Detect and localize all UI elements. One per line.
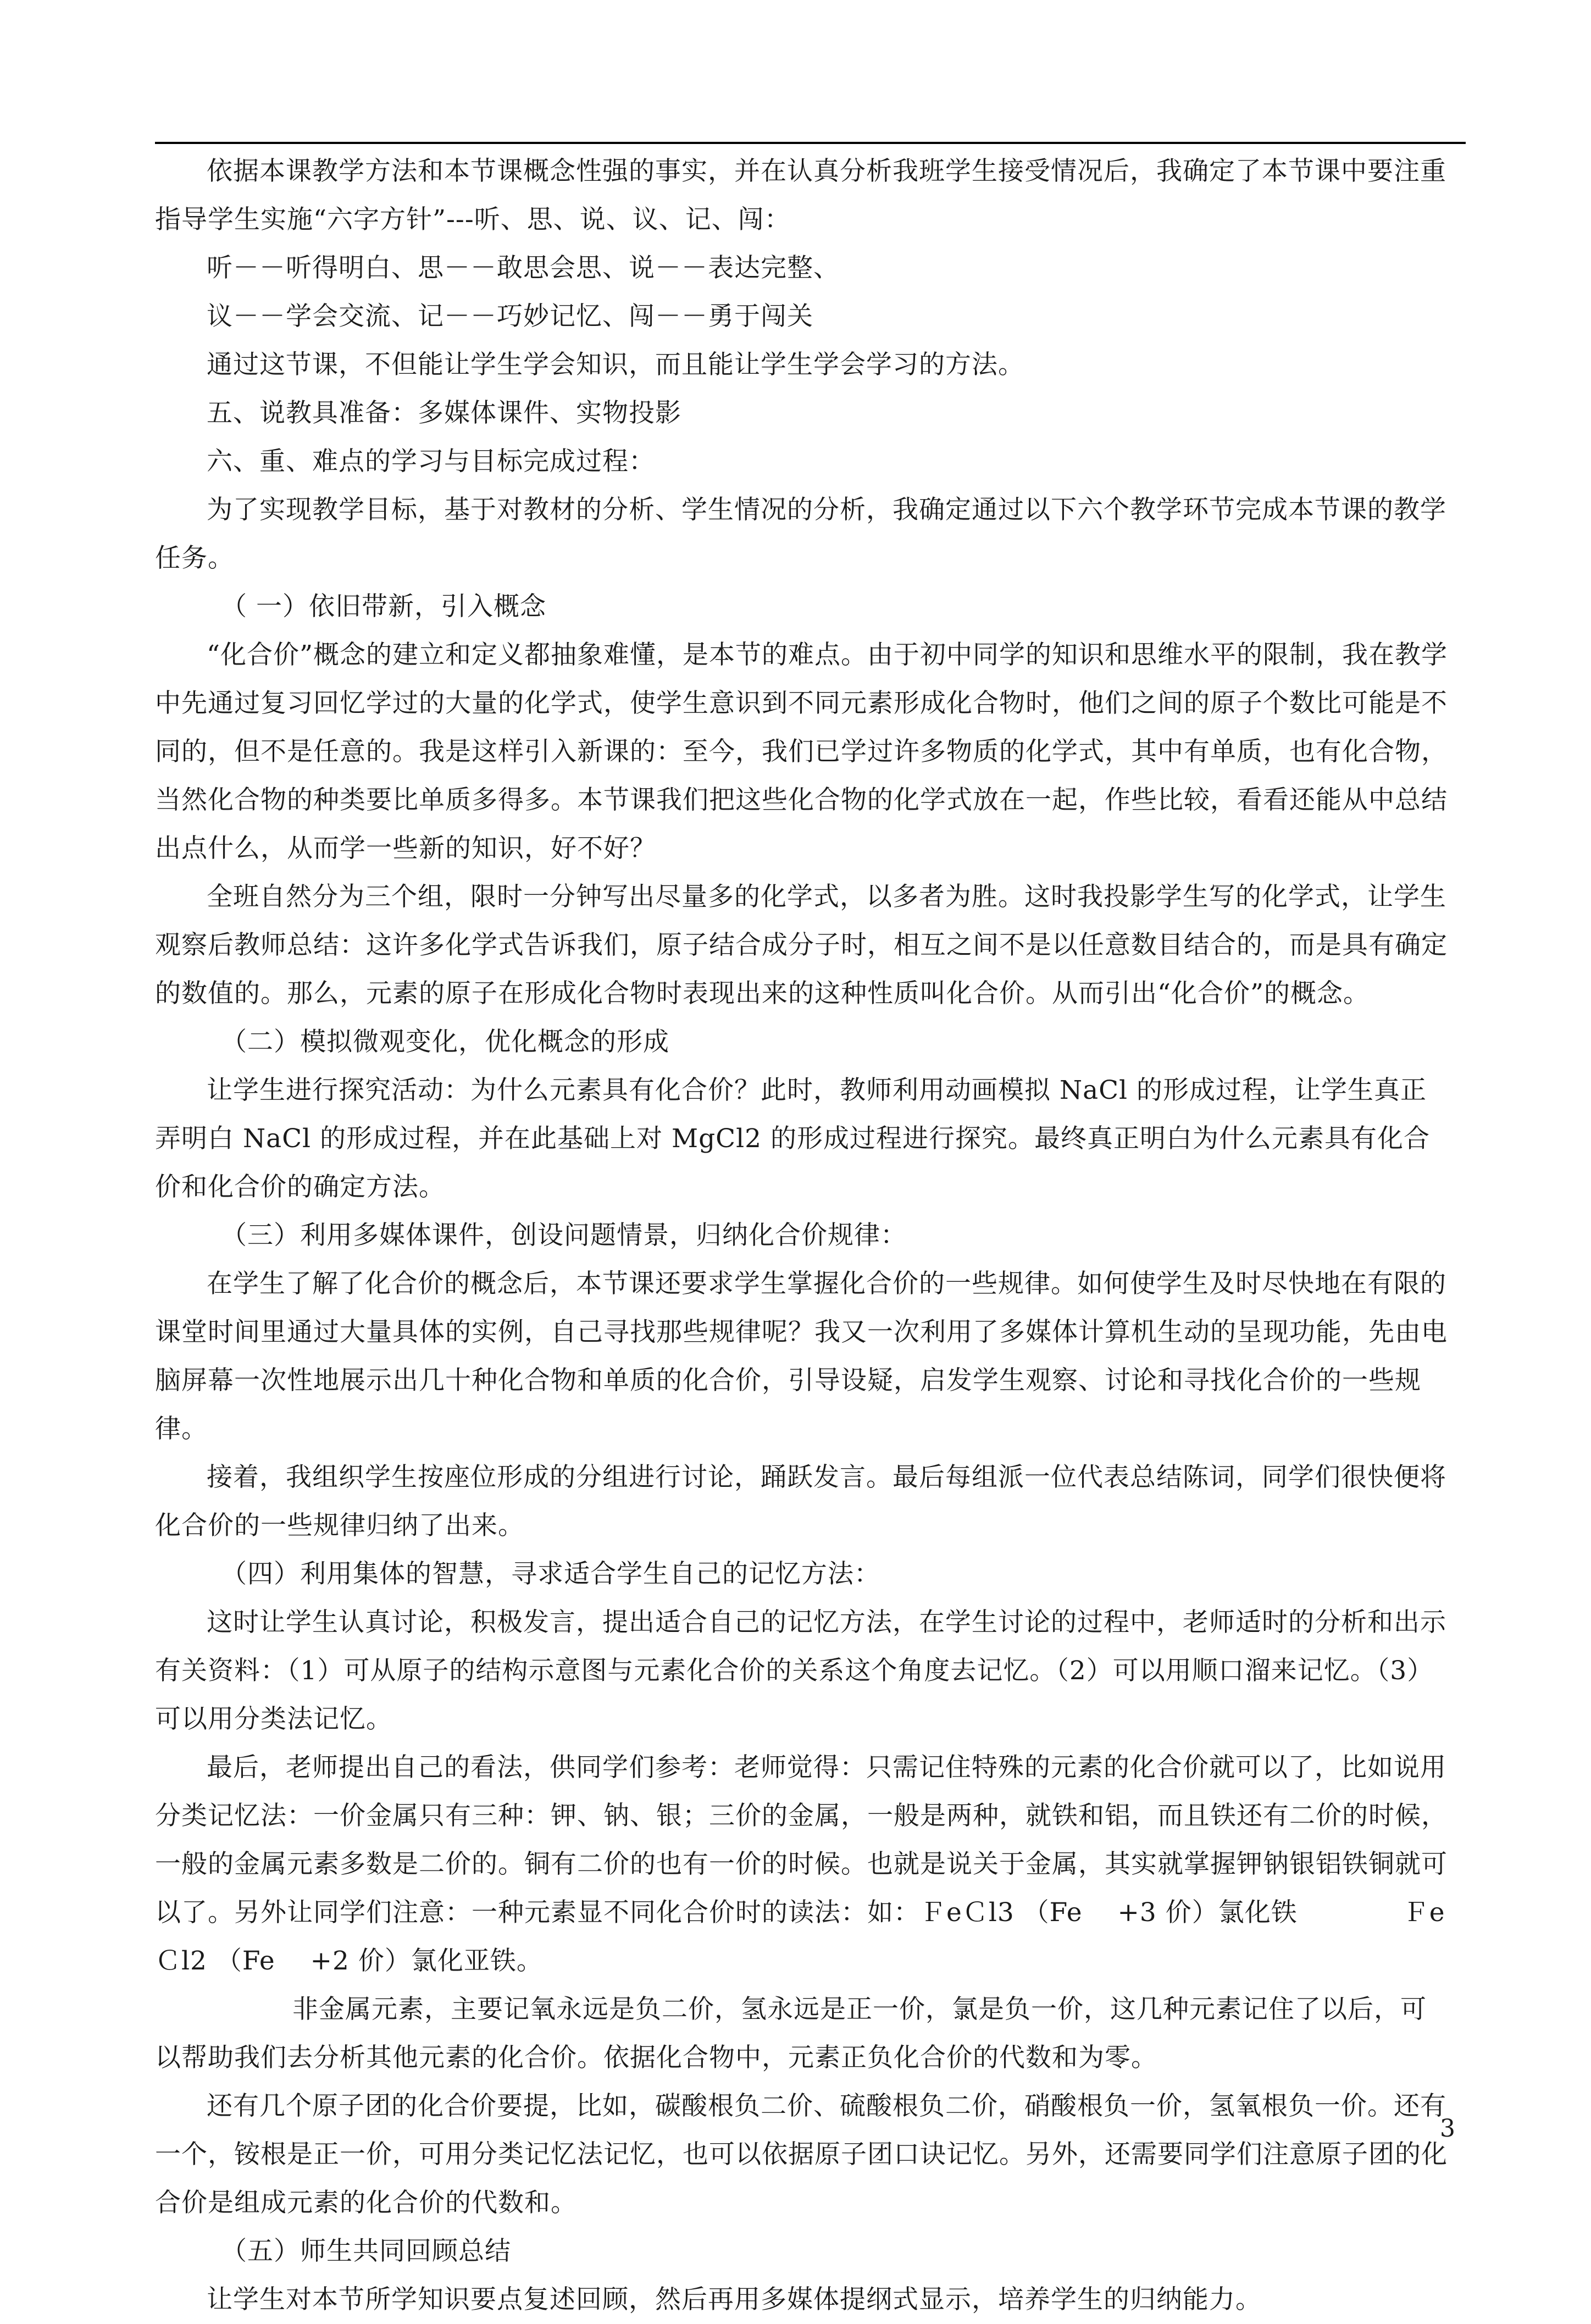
paragraph: 全班自然分为三个组，限时一分钟写出尽量多的化学式，以多者为胜。这时我投影学生写的化学式，让学生观察后教师总结：这许多化学式告诉我们，原子结合成分子时，相互之间不是以任意数目结合的，而是具有确定的数值的。那么，元素的原子在形成化合物时表现出来的这种性质叫化合价。从而引出“化合价”的概念。 — [155, 882, 1448, 1009]
paragraph: 通过这节课，不但能让学生学会知识，而且能让学生学会学习的方法。 — [207, 350, 1024, 380]
paragraph: 这时让学生认真讨论，积极发言，提出适合自己的记忆方法，在学生讨论的过程中，老师适时的分析和出示有关资料：（1）可从原子的结构示意图与元素化合价的关系这个角度去记忆。（2）可以用顺口溜来记忆。（3）可以用分类法记忆。 — [155, 1607, 1446, 1734]
paragraph: 在学生了解了化合价的概念后，本节课还要求学生掌握化合价的一些规律。如何使学生及时尽快地在有限的课堂时间里通过大量具体的实例，自己寻找那些规律呢？我又一次利用了多媒体计算机生动的呈现功能，先由电脑屏幕一次性地展示出几十种化合物和单质的化合价，引导设疑，启发学生观察、讨论和寻找化合价的一些规律。 — [155, 1269, 1448, 1444]
paragraph: 还有几个原子团的化合价要提，比如，碳酸根负二价、硫酸根负二价，硝酸根负一价，氢氧根负一价。还有一个，铵根是正一价，可用分类记忆法记忆，也可以依据原子团口诀记忆。另外，还需要同学们注意原子团的化合价是组成元素的化合价的代数和。 — [155, 2091, 1448, 2218]
section-heading: 五、说教具准备：多媒体课件、实物投影 — [207, 398, 681, 428]
paragraph: 让学生对本节所学知识要点复述回顾，然后再用多媒体提纲式显示，培养学生的归纳能力。 — [207, 2284, 1262, 2315]
subsection-heading: （五）师生共同回顾总结 — [221, 2236, 511, 2266]
paragraph: 议－－学会交流、记－－巧妙记忆、闯－－勇于闯关 — [207, 301, 813, 331]
paragraph: 依据本课教学方法和本节课概念性强的事实，并在认真分析我班学生接受情况后，我确定了本节课中要注重指导学生实施“六字方针”---听、思、说、议、记、闯： — [155, 156, 1446, 235]
paragraph: 听－－听得明白、思－－敢思会思、说－－表达完整、 — [207, 253, 840, 283]
paragraph: 让学生进行探究活动：为什么元素具有化合价？此时，教师利用动画模拟 NaCl 的形成过程，让学生真正弄明白 NaCl 的形成过程，并在此基础上对 MgCl2 的形成过程进行探究。最终真正明白为什么元素具有化合价和化合价的确定方法。 — [155, 1075, 1431, 1202]
page-number: 3 — [1440, 2115, 1455, 2143]
paragraph: “化合价”概念的建立和定义都抽象难懂，是本节的难点。由于初中同学的知识和思维水平的限制，我在教学中先通过复习回忆学过的大量的化学式，使学生意识到不同元素形成化合物时，他们之间的原子个数比可能是不同的，但不是任意的。我是这样引入新课的：至今，我们已学过许多物质的化学式，其中有单质，也有化合物，当然化合物的种类要比单质多得多。本节课我们把这些化合物的化学式放在一起，作些比较，看看还能从中总结出点什么，从而学一些新的知识，好不好？ — [155, 640, 1448, 864]
subsection-heading: （二）模拟微观变化，优化概念的形成 — [221, 1027, 669, 1057]
subsection-heading: （三）利用多媒体课件，创设问题情景，归纳化合价规律： — [221, 1220, 907, 1250]
section-heading: 六、重、难点的学习与目标完成过程： — [207, 446, 655, 477]
paragraph: 最后，老师提出自己的看法，供同学们参考：老师觉得：只需记住特殊的元素的化合价就可以了，比如说用分类记忆法：一价金属只有三种：钾、钠、银；三价的金属，一般是两种，就铁和铝，而且铁还有二价的时候，一般的金属元素多数是二价的。铜有二价的也有一价的时候。也就是说关于金属，其实就掌握钾钠银铝铁铜就可以了。另外让同学们注意：一种元素显不同化合价时的读法：如：ＦeＣl3 （Fe +3 价）氯化铁 ＦeＣl2 （Fe +2 价）氯化亚铁。 — [155, 1752, 1448, 1976]
paragraph: 接着，我组织学生按座位形成的分组进行讨论，踊跃发言。最后每组派一位代表总结陈词，同学们很快便将化合价的一些规律归纳了出来。 — [155, 1462, 1446, 1541]
paragraph: 为了实现教学目标，基于对教材的分析、学生情况的分析，我确定通过以下六个教学环节完成本节课的教学任务。 — [155, 495, 1446, 573]
subsection-heading: （ 一）依旧带新，引入概念 — [221, 591, 546, 622]
document-body — [155, 147, 1451, 2324]
subsection-heading: （四）利用集体的智慧，寻求适合学生自己的记忆方法： — [221, 1559, 880, 1589]
paragraph: 非金属元素，主要记氧永远是负二价，氢永远是正一价，氯是负一价，这几种元素记住了以后，可以帮助我们去分析其他元素的化合价。依据化合物中，元素正负化合价的代数和为零。 — [155, 1994, 1427, 2073]
header-rule — [155, 142, 1466, 144]
